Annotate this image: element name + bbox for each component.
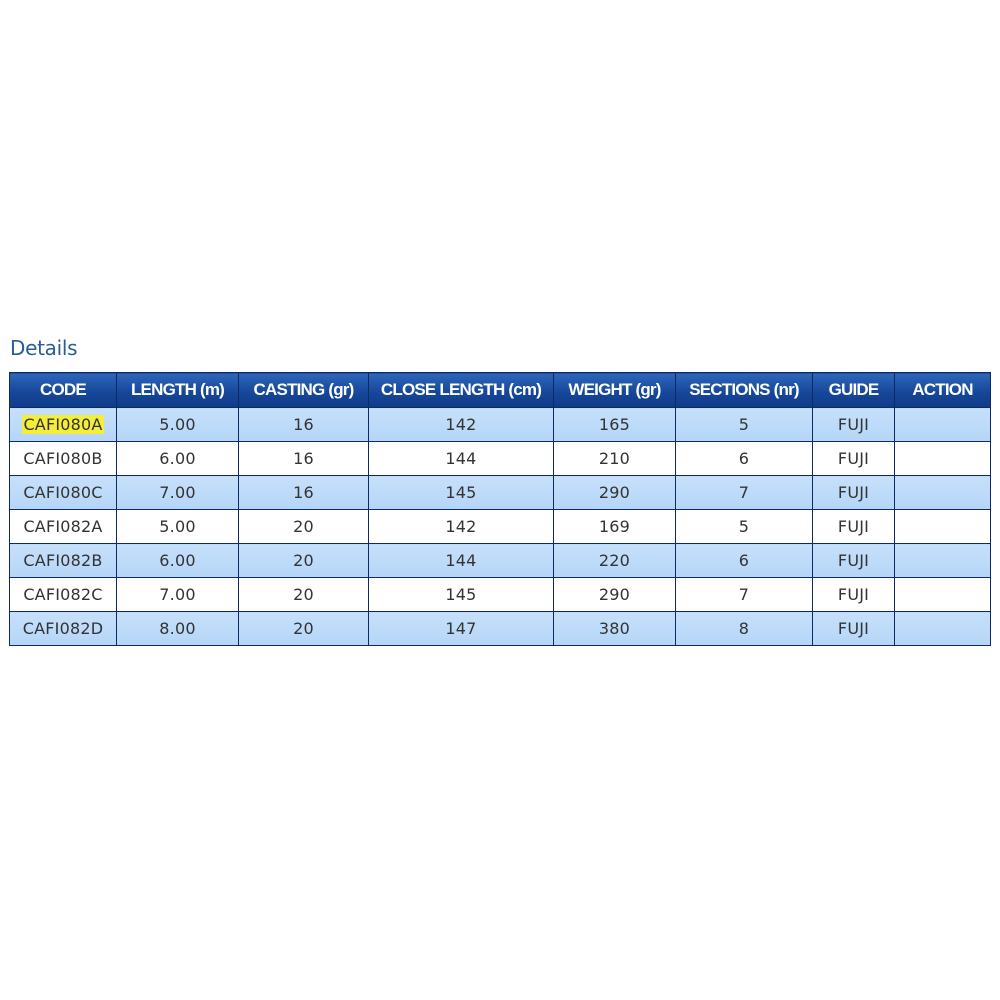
cell-length: 5.00 bbox=[117, 408, 239, 442]
cell-close-length: 145 bbox=[369, 476, 554, 510]
table-row bbox=[10, 510, 991, 544]
cell-length: 5.00 bbox=[117, 510, 239, 544]
cell-close-length: 142 bbox=[369, 510, 554, 544]
cell-casting: 20 bbox=[239, 510, 369, 544]
cell-code bbox=[10, 408, 117, 442]
cell-action bbox=[895, 476, 991, 510]
cell-guide: FUJI bbox=[813, 612, 895, 646]
cell-sections: 8 bbox=[676, 612, 813, 646]
cell-length: 8.00 bbox=[117, 612, 239, 646]
cell-sections: 7 bbox=[676, 476, 813, 510]
cell-weight: 290 bbox=[554, 578, 676, 612]
cell-casting: 16 bbox=[239, 476, 369, 510]
cell-action bbox=[895, 408, 991, 442]
cell-guide: FUJI bbox=[813, 510, 895, 544]
cell-close-length: 144 bbox=[369, 544, 554, 578]
cell-close-length: 147 bbox=[369, 612, 554, 646]
header-length: LENGTH (m) bbox=[117, 373, 239, 408]
cell-action bbox=[895, 544, 991, 578]
cell-weight: 169 bbox=[554, 510, 676, 544]
cell-length: 7.00 bbox=[117, 578, 239, 612]
cell-length: 6.00 bbox=[117, 544, 239, 578]
table-row bbox=[10, 544, 991, 578]
cell-guide: FUJI bbox=[813, 442, 895, 476]
cell-guide: FUJI bbox=[813, 476, 895, 510]
cell-casting: 16 bbox=[239, 408, 369, 442]
header-casting: CASTING (gr) bbox=[239, 373, 369, 408]
cell-close-length: 144 bbox=[369, 442, 554, 476]
cell-close-length: 145 bbox=[369, 578, 554, 612]
cell-code: CAFI080C bbox=[10, 476, 117, 510]
header-action: ACTION bbox=[895, 373, 991, 408]
cell-code: CAFI080B bbox=[10, 442, 117, 476]
cell-casting: 20 bbox=[239, 578, 369, 612]
header-guide: GUIDE bbox=[813, 373, 895, 408]
cell-code: CAFI082B bbox=[10, 544, 117, 578]
cell-weight: 165 bbox=[554, 408, 676, 442]
cell-sections: 5 bbox=[676, 510, 813, 544]
cell-sections: 6 bbox=[676, 442, 813, 476]
table-row bbox=[10, 476, 991, 510]
cell-code: CAFI082C bbox=[10, 578, 117, 612]
cell-casting: 20 bbox=[239, 544, 369, 578]
cell-code: CAFI082D bbox=[10, 612, 117, 646]
cell-length: 7.00 bbox=[117, 476, 239, 510]
cell-close-length: 142 bbox=[369, 408, 554, 442]
cell-weight: 210 bbox=[554, 442, 676, 476]
cell-weight: 220 bbox=[554, 544, 676, 578]
header-weight: WEIGHT (gr) bbox=[554, 373, 676, 408]
cell-guide: FUJI bbox=[813, 544, 895, 578]
cell-code: CAFI082A bbox=[10, 510, 117, 544]
cell-casting: 20 bbox=[239, 612, 369, 646]
cell-sections: 5 bbox=[676, 408, 813, 442]
cell-action bbox=[895, 612, 991, 646]
table-row bbox=[10, 442, 991, 476]
cell-action bbox=[895, 442, 991, 476]
table-header-row bbox=[10, 373, 991, 408]
header-sections: SECTIONS (nr) bbox=[676, 373, 813, 408]
cell-action bbox=[895, 578, 991, 612]
table-row bbox=[10, 612, 991, 646]
cell-guide: FUJI bbox=[813, 408, 895, 442]
highlighted-code: CAFI080A bbox=[23, 415, 103, 434]
table-row bbox=[10, 578, 991, 612]
cell-sections: 7 bbox=[676, 578, 813, 612]
cell-length: 6.00 bbox=[117, 442, 239, 476]
cell-casting: 16 bbox=[239, 442, 369, 476]
header-code: CODE bbox=[10, 373, 117, 408]
cell-action bbox=[895, 510, 991, 544]
product-specs-table bbox=[9, 372, 991, 646]
table-row bbox=[10, 408, 991, 442]
section-title: Details bbox=[10, 336, 78, 360]
header-close-length: CLOSE LENGTH (cm) bbox=[369, 373, 554, 408]
cell-sections: 6 bbox=[676, 544, 813, 578]
cell-guide: FUJI bbox=[813, 578, 895, 612]
cell-weight: 290 bbox=[554, 476, 676, 510]
cell-weight: 380 bbox=[554, 612, 676, 646]
